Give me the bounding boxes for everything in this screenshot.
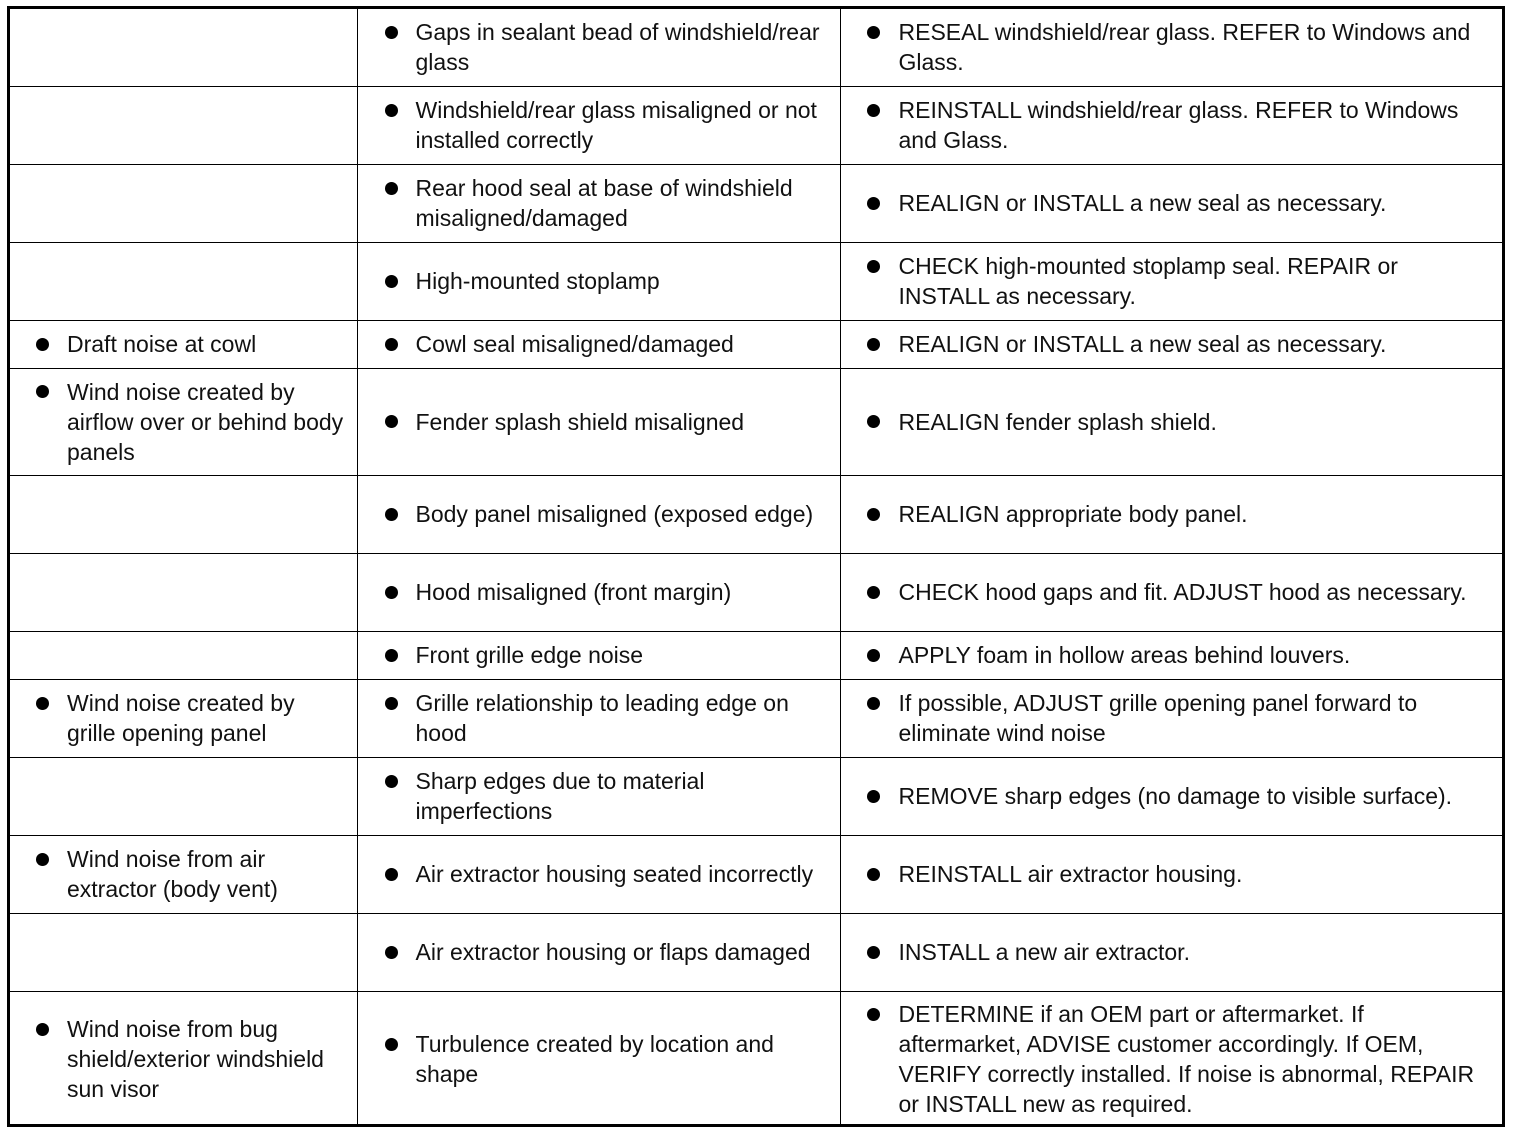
table-row [10, 368, 1502, 475]
symptom-cell [10, 553, 357, 631]
symptom-cell [10, 164, 357, 242]
bullet-icon [385, 95, 399, 125]
bullet-icon [35, 688, 49, 718]
possible-source-cell [357, 9, 840, 86]
possible-source-cell [357, 757, 840, 835]
bullet-icon [385, 1029, 399, 1059]
action-text: REALIGN or INSTALL a new seal as necessary. [898, 331, 1387, 357]
action-text: REINSTALL air extractor housing. [898, 861, 1243, 887]
possible-source-cell [357, 320, 840, 368]
bullet-icon [867, 999, 881, 1029]
symptom-item [10, 377, 357, 467]
table-row [10, 991, 1502, 1127]
bullet-icon [385, 640, 399, 670]
action-text: CHECK high-mounted stoplamp seal. REPAIR or INSTALL as necessary. [898, 253, 1398, 309]
symptom-cell [10, 913, 357, 991]
possible-source-text: Body panel misaligned (exposed edge) [415, 501, 814, 527]
action-item [841, 999, 1503, 1119]
bullet-icon [867, 17, 881, 47]
possible-source-cell [357, 835, 840, 913]
bullet-icon [867, 407, 881, 437]
bullet-icon [867, 499, 881, 529]
symptom-text: Draft noise at cowl [67, 331, 257, 357]
action-cell [840, 242, 1502, 320]
possible-source-text: Sharp edges due to material imperfections [415, 768, 705, 824]
possible-source-item [358, 937, 840, 967]
possible-source-text: Fender splash shield misaligned [415, 408, 745, 435]
symptom-cell [10, 679, 357, 757]
table-row [10, 679, 1502, 757]
action-item [841, 95, 1503, 155]
action-item [841, 781, 1503, 811]
table-row [10, 164, 1502, 242]
symptom-item [10, 688, 357, 748]
possible-source-cell [357, 164, 840, 242]
symptom-cell [10, 835, 357, 913]
symptom-cell [10, 991, 357, 1127]
table-row [10, 553, 1502, 631]
bullet-icon [867, 688, 881, 718]
bullet-icon [385, 407, 399, 437]
action-text: REALIGN appropriate body panel. [898, 501, 1248, 527]
possible-source-item [358, 95, 840, 155]
bullet-icon [35, 377, 49, 407]
action-item [841, 688, 1503, 748]
possible-source-cell [357, 86, 840, 164]
action-item [841, 188, 1503, 218]
table-row [10, 631, 1502, 679]
possible-source-cell [357, 242, 840, 320]
table-row [10, 913, 1502, 991]
table-row [10, 475, 1502, 553]
action-cell [840, 835, 1502, 913]
possible-source-text: Windshield/rear glass misaligned or not installed correctly [415, 97, 817, 153]
diagnosis-table-frame [7, 6, 1505, 1127]
symptom-text: Wind noise created by airflow over or behind body panels [67, 378, 344, 465]
possible-source-item [358, 173, 840, 233]
possible-source-item [358, 577, 840, 607]
action-cell [840, 991, 1502, 1127]
diagnosis-table [10, 9, 1502, 1127]
bullet-icon [385, 688, 399, 718]
action-cell [840, 320, 1502, 368]
action-text: REALIGN fender splash shield. [898, 408, 1217, 435]
bullet-icon [35, 329, 49, 359]
bullet-icon [867, 577, 881, 607]
possible-source-cell [357, 679, 840, 757]
bullet-icon [867, 188, 881, 218]
symptom-text: Wind noise from air extractor (body vent) [67, 846, 278, 902]
action-text: APPLY foam in hollow areas behind louvers. [898, 642, 1351, 668]
possible-source-item [358, 859, 840, 889]
action-item [841, 17, 1503, 77]
action-cell [840, 9, 1502, 86]
action-text: REINSTALL windshield/rear glass. REFER to Windows and Glass. [898, 97, 1459, 153]
possible-source-text: Turbulence created by location and shape [415, 1031, 774, 1088]
symptom-cell [10, 320, 357, 368]
action-cell [840, 164, 1502, 242]
bullet-icon [385, 937, 399, 967]
action-text: REMOVE sharp edges (no damage to visible surface). [898, 783, 1453, 809]
bullet-icon [385, 577, 399, 607]
table-row [10, 757, 1502, 835]
bullet-icon [385, 329, 399, 359]
action-item [841, 329, 1503, 359]
possible-source-item [358, 1029, 840, 1089]
possible-source-cell [357, 475, 840, 553]
action-item [841, 407, 1503, 437]
bullet-icon [385, 173, 399, 203]
symptom-cell [10, 242, 357, 320]
bullet-icon [35, 1014, 49, 1044]
table-row [10, 86, 1502, 164]
table-row [10, 320, 1502, 368]
bullet-icon [385, 766, 399, 796]
bullet-icon [385, 266, 399, 296]
possible-source-cell [357, 631, 840, 679]
bullet-icon [867, 329, 881, 359]
table-row [10, 242, 1502, 320]
possible-source-item [358, 640, 840, 670]
action-text: CHECK hood gaps and fit. ADJUST hood as necessary. [898, 579, 1467, 605]
table-row [10, 835, 1502, 913]
bullet-icon [385, 499, 399, 529]
diagnosis-table-body [10, 9, 1502, 1127]
possible-source-text: High-mounted stoplamp [415, 268, 660, 294]
action-text: INSTALL a new air extractor. [898, 939, 1190, 965]
symptom-cell [10, 757, 357, 835]
possible-source-text: Gaps in sealant bead of windshield/rear glass [415, 19, 820, 76]
bullet-icon [867, 251, 881, 281]
possible-source-item [358, 407, 840, 437]
action-cell [840, 631, 1502, 679]
action-item [841, 499, 1503, 529]
possible-source-item [358, 329, 840, 359]
table-row [10, 9, 1502, 86]
symptom-item [10, 1014, 357, 1104]
action-cell [840, 86, 1502, 164]
symptom-cell [10, 475, 357, 553]
possible-source-text: Cowl seal misaligned/damaged [415, 331, 734, 357]
possible-source-cell [357, 368, 840, 475]
possible-source-text: Grille relationship to leading edge on hood [415, 690, 789, 746]
symptom-text: Wind noise from bug shield/exterior windshield sun visor [67, 1016, 324, 1103]
possible-source-item [358, 266, 840, 296]
bullet-icon [867, 781, 881, 811]
possible-source-cell [357, 913, 840, 991]
possible-source-cell [357, 553, 840, 631]
action-item [841, 577, 1503, 607]
symptom-cell [10, 9, 357, 86]
action-text: If possible, ADJUST grille opening panel forward to eliminate wind noise [898, 690, 1418, 746]
possible-source-text: Air extractor housing seated incorrectly [415, 861, 814, 887]
bullet-icon [385, 859, 399, 889]
symptom-item [10, 844, 357, 904]
possible-source-text: Hood misaligned (front margin) [415, 579, 732, 605]
possible-source-cell [357, 991, 840, 1127]
action-text: RESEAL windshield/rear glass. REFER to Windows and Glass. [898, 19, 1471, 76]
possible-source-item [358, 17, 840, 77]
action-item [841, 251, 1503, 311]
possible-source-item [358, 766, 840, 826]
possible-source-text: Air extractor housing or flaps damaged [415, 939, 811, 965]
possible-source-item [358, 688, 840, 748]
action-item [841, 937, 1503, 967]
bullet-icon [385, 17, 399, 47]
possible-source-text: Front grille edge noise [415, 642, 644, 668]
action-cell [840, 553, 1502, 631]
action-cell [840, 757, 1502, 835]
symptom-cell [10, 631, 357, 679]
symptom-cell [10, 86, 357, 164]
action-text: DETERMINE if an OEM part or aftermarket. If aftermarket, ADVISE customer accordingly. If OEM, VERIFY correctly installed. If noise is abnormal, REPAIR or INSTALL new as required. [898, 1001, 1475, 1118]
action-text: REALIGN or INSTALL a new seal as necessary. [898, 190, 1387, 216]
action-cell [840, 475, 1502, 553]
possible-source-text: Rear hood seal at base of windshield misaligned/damaged [415, 175, 793, 231]
symptom-text: Wind noise created by grille opening panel [67, 690, 295, 746]
bullet-icon [867, 640, 881, 670]
possible-source-item [358, 499, 840, 529]
action-cell [840, 913, 1502, 991]
action-cell [840, 368, 1502, 475]
action-cell [840, 679, 1502, 757]
bullet-icon [867, 859, 881, 889]
symptom-cell [10, 368, 357, 475]
bullet-icon [35, 844, 49, 874]
action-item [841, 859, 1503, 889]
symptom-item [10, 329, 357, 359]
bullet-icon [867, 937, 881, 967]
bullet-icon [867, 95, 881, 125]
action-item [841, 640, 1503, 670]
